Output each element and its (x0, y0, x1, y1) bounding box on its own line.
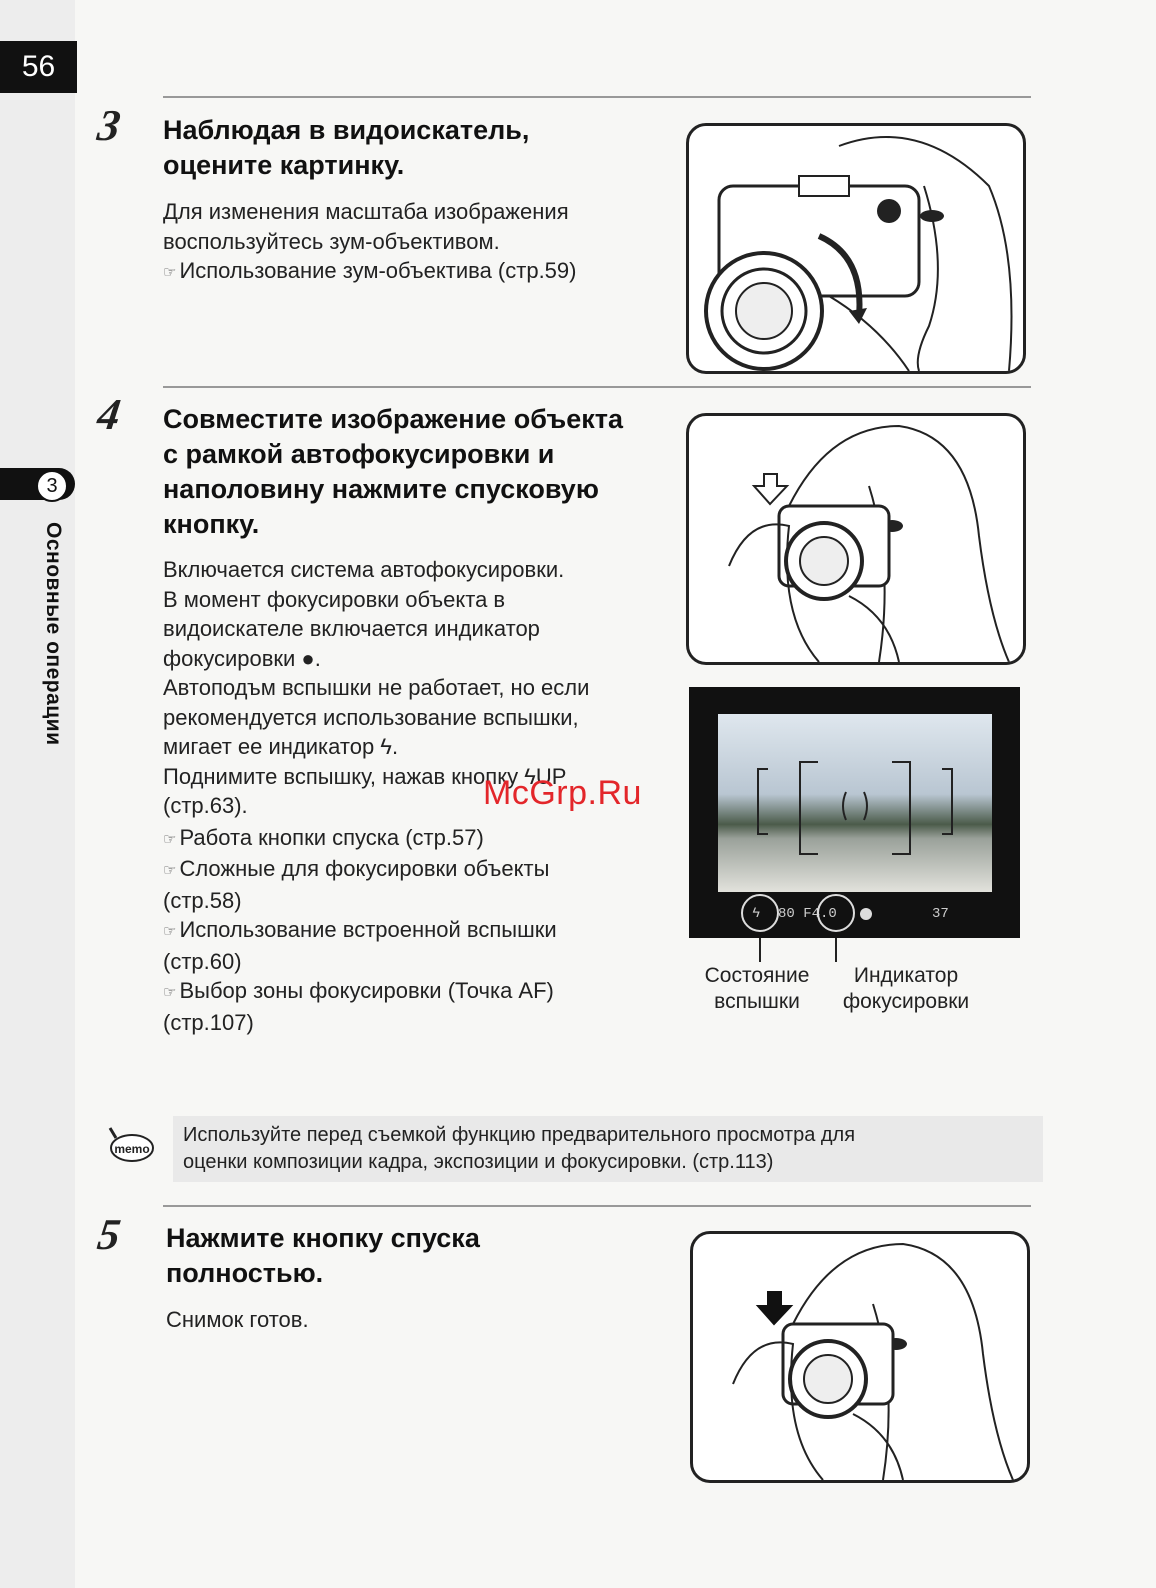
watermark: McGrp.Ru (483, 774, 642, 812)
focus-indicator-icon (860, 908, 872, 920)
reference-icon: ☞ (163, 862, 177, 879)
step4-body-line: мигает ее индикатор ϟ. (163, 734, 399, 759)
step4-heading-line: наполовину нажмите спусковую (163, 474, 599, 504)
caption-line: Состояние (704, 964, 810, 987)
step4-ref[interactable] (163, 823, 589, 855)
focus-indicator-highlight (817, 894, 855, 932)
step4-body-line: Автоподъм вспышки не работает, но если (163, 675, 590, 700)
memo-label: memo (114, 1142, 150, 1156)
illustration-half-press (686, 413, 1026, 665)
illustration-zoom-lens (686, 123, 1026, 374)
illustration-full-press (690, 1231, 1030, 1483)
reference-icon: ☞ (163, 264, 177, 281)
caption-line: фокусировки (842, 990, 970, 1013)
divider-step3 (163, 96, 1031, 98)
step3-ref-label: Использование зум-объектива (стр.59) (179, 258, 577, 283)
step4-ref-label: Работа кнопки спуска (стр.57) (179, 824, 484, 850)
page-number: 56 (0, 41, 77, 93)
step4-body-line: рекомендуется использование вспышки, (163, 704, 579, 730)
memo-line: оценки композиции кадра, экспозиции и фокусировки. (стр.113) (183, 1151, 774, 1173)
step4-body-line: В момент фокусировки объекта в (163, 586, 506, 612)
camera-zoom-illustration-icon (689, 126, 1023, 371)
caption-flash-status (692, 963, 822, 1015)
step4-ref-continued: (стр.60) (163, 948, 242, 974)
step4-ref-continued: (стр.107) (163, 1009, 254, 1035)
memo-icon (106, 1126, 154, 1164)
step4-ref-label: Выбор зоны фокусировки (Точка AF) (179, 978, 554, 1003)
viewfinder-scene (718, 714, 992, 892)
step5-heading-line: полностью. (166, 1258, 324, 1288)
step5-heading-line: Нажмите кнопку спуска (166, 1223, 480, 1253)
exposure-readout: 80 F4.0 (778, 906, 837, 922)
step4-ref[interactable] (163, 854, 589, 886)
step4-ref-label: Использование встроенной вспышки (179, 917, 557, 942)
step4-heading-line: Совместите изображение объекта (163, 404, 623, 434)
af-frame-icon (718, 714, 992, 892)
step5-body-line: Снимок готов. (166, 1307, 309, 1332)
step3-heading-line: Наблюдая в видоискатель, (163, 115, 530, 145)
step4-body-line: Включается система автофокусировки. (163, 557, 565, 582)
step4-ref[interactable] (163, 915, 589, 947)
caption-line: вспышки (714, 990, 800, 1013)
memo-text (183, 1122, 855, 1176)
step3-number: 3 (94, 101, 124, 150)
flash-status-icon: ϟ (752, 906, 761, 922)
chapter-number: 3 (36, 470, 68, 502)
memo-line: Используйте перед съемкой функцию предварительного просмотра для (183, 1124, 856, 1146)
divider-step5 (163, 1205, 1031, 1207)
step5-heading (166, 1221, 480, 1291)
step4-heading-line: кнопку. (163, 509, 260, 539)
step4-ref-label: Сложные для фокусировки объекты (179, 856, 550, 881)
reference-icon: ☞ (163, 984, 177, 1001)
flash-callout-line (759, 938, 761, 962)
step3-body (163, 197, 576, 288)
caption-line: Индикатор (853, 964, 959, 987)
step4-body-line: фокусировки ●. (163, 645, 321, 671)
flash-status-highlight (741, 894, 779, 932)
half-press-illustration-icon (689, 416, 1023, 662)
step3-body-line: Для изменения масштаба изображения (163, 199, 569, 224)
step4-ref-continued: (стр.58) (163, 887, 242, 913)
full-press-illustration-icon (693, 1234, 1027, 1480)
shots-remaining: 37 (932, 906, 949, 922)
reference-icon: ☞ (163, 830, 177, 848)
left-margin-bar (0, 0, 75, 1588)
viewfinder-display (689, 687, 1020, 938)
caption-focus-indicator (828, 963, 984, 1015)
divider-step4 (163, 386, 1031, 388)
step4-body-line: видоискателе включается индикатор (163, 616, 540, 641)
step4-heading (163, 402, 623, 542)
step4-heading-line: с рамкой автофокусировки и (163, 439, 555, 469)
step3-body-line: воспользуйтесь зум-объективом. (163, 228, 500, 254)
step4-body-line: Поднимите вспышку, нажав кнопку ϟUP (163, 763, 567, 789)
step3-ref[interactable] (163, 256, 576, 288)
step4-number: 4 (94, 390, 124, 439)
step5-body (166, 1305, 309, 1335)
focus-callout-line (835, 938, 837, 962)
step3-heading-line: оцените картинку. (163, 150, 405, 180)
chapter-title: Основные операции (42, 522, 65, 746)
reference-icon: ☞ (163, 923, 177, 940)
step3-heading (163, 113, 529, 183)
step4-ref[interactable] (163, 976, 589, 1008)
step4-body-line: (стр.63). (163, 793, 248, 818)
step5-number: 5 (94, 1210, 124, 1259)
